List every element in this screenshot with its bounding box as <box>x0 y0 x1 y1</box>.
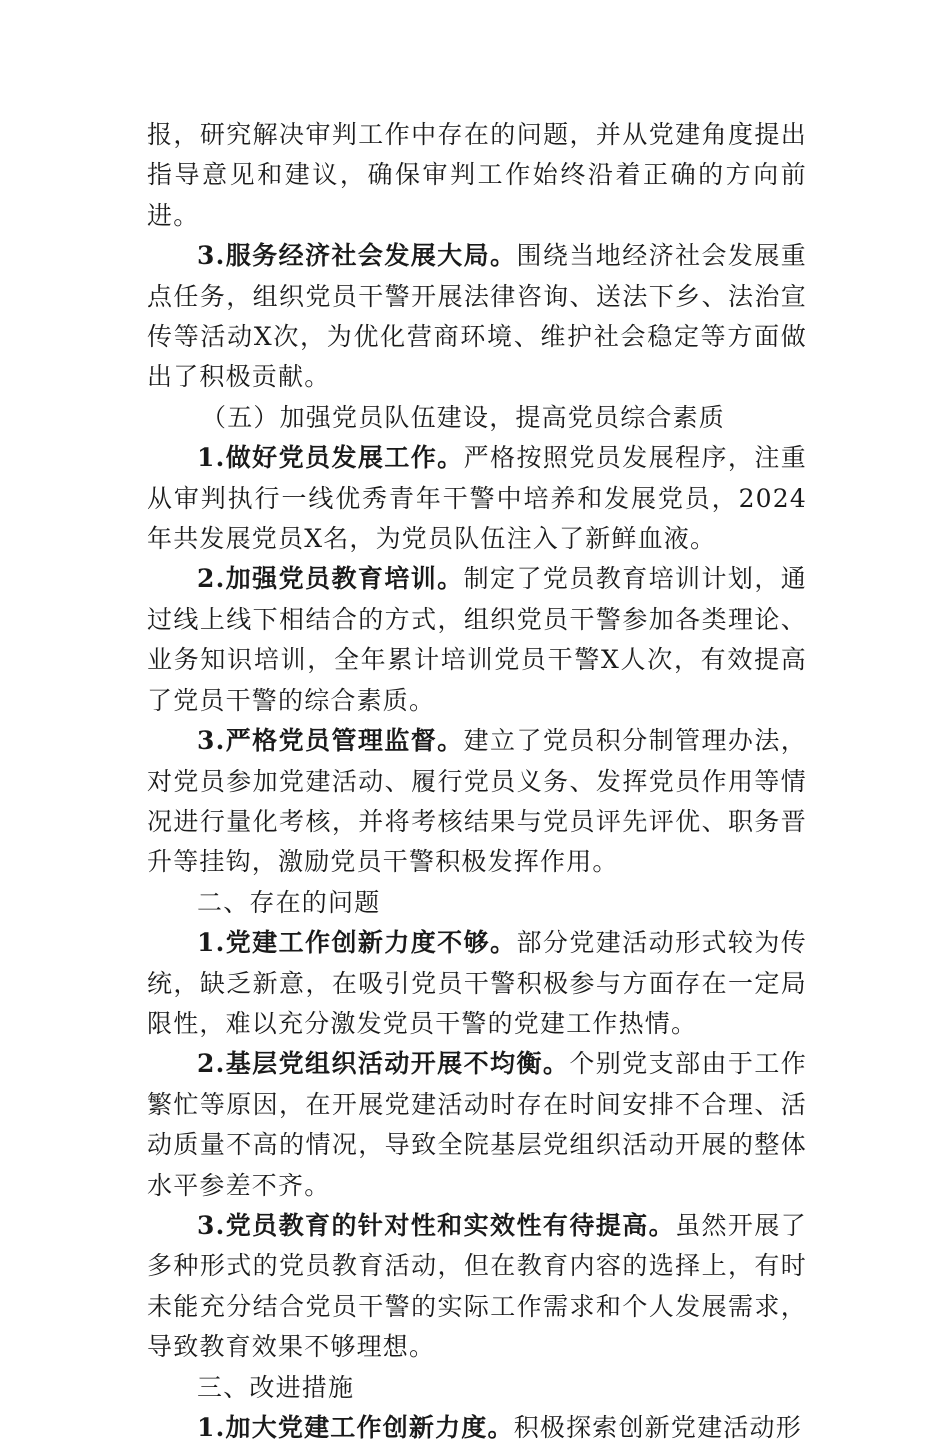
paragraph-serve-economy <box>147 236 807 398</box>
paragraph-problem-imbalance <box>147 1044 807 1206</box>
paragraph-lead: 1.加大党建工作创新力度。 <box>197 1413 514 1442</box>
paragraph-lead: 1.党建工作创新力度不够。 <box>197 928 517 958</box>
section-heading-improvements: 三、改进措施 <box>197 1372 355 1402</box>
paragraph-text: 虽然开展了多种形式的党员教育活动，但在教育内容的选择上，有时未能充分结合党员干警的实际工作需求和个人发展需求，导致教育效果不够理想。 <box>147 1210 807 1362</box>
paragraph-text: 积极探索创新党建活动形 <box>513 1413 802 1442</box>
paragraph-member-training <box>147 559 807 721</box>
paragraph-lead: 1.做好党员发展工作。 <box>197 443 464 473</box>
paragraph-text: 部分党建活动形式较为传统，缺乏新意，在吸引党员干警积极参与方面存在一定局限性，难以充分激发党员干警的党建工作热情。 <box>147 928 808 1038</box>
paragraph-text: 个别党支部由于工作繁忙等原因，在开展党建活动时存在时间安排不合理、活动质量不高的情况，导致全院基层党组织活动开展的整体水平参差不齐。 <box>147 1049 807 1200</box>
paragraph-lead: 3.服务经济社会发展大局。 <box>197 241 517 271</box>
paragraph-problem-education <box>147 1206 807 1368</box>
section-heading-problems: 二、存在的问题 <box>197 887 381 917</box>
paragraph-member-supervision <box>147 721 807 883</box>
paragraph-problem-innovation <box>147 923 807 1044</box>
paragraph-continuation <box>147 115 807 236</box>
paragraph-text: 报，研究解决审判工作中存在的问题，并从党建角度提出指导意见和建议，确保审判工作始终沿着正确的方向前进。 <box>147 120 807 230</box>
paragraph-text: 严格按照党员发展程序，注重从审判执行一线优秀青年干警中培养和发展党员，2024年共发展党员X名，为党员队伍注入了新鲜血液。 <box>147 443 807 554</box>
paragraph-lead: 2.基层党组织活动开展不均衡。 <box>197 1049 570 1079</box>
paragraph-lead: 2.加强党员教育培训。 <box>197 564 464 594</box>
document-body <box>147 115 807 1448</box>
paragraph-lead: 3.党员教育的针对性和实效性有待提高。 <box>197 1210 676 1240</box>
paragraph-text: 围绕当地经济社会发展重点任务，组织党员干警开展法律咨询、送法下乡、法治宣传等活动X次，为优化营商环境、维护社会稳定等方面做出了积极贡献。 <box>147 241 808 392</box>
paragraph-text: 建立了党员积分制管理办法，对党员参加党建活动、履行党员义务、发挥党员作用等情况进行量化考核，并将考核结果与党员评先评优、职务晋升等挂钩，激励党员干警积极发挥作用。 <box>147 726 807 877</box>
paragraph-member-development <box>147 438 807 559</box>
paragraph-lead: 3.严格党员管理监督。 <box>197 726 464 756</box>
paragraph-improve-innovation <box>147 1408 807 1448</box>
section-heading-5: （五）加强党员队伍建设，提高党员综合素质 <box>201 402 726 432</box>
paragraph-text: 制定了党员教育培训计划，通过线上线下相结合的方式，组织党员干警参加各类理论、业务知识培训，全年累计培训党员干警X人次，有效提高了党员干警的综合素质。 <box>147 564 807 715</box>
